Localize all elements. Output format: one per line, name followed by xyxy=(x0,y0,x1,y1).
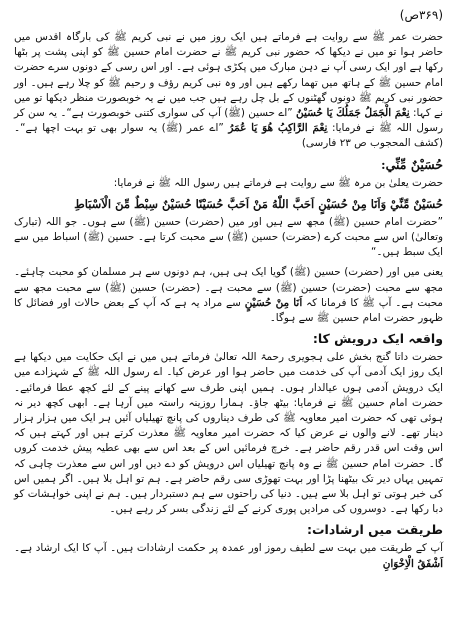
paragraph-text: ”اے حسین (ﷺ) آپ کی سواری کتنی خوبصورت ہے“۔ یہ سن کر رسول اللہ ﷺ نے فرمایا: xyxy=(14,107,443,135)
paragraph-text: یعنی میں اور (حضرت) حسین (ﷺ) گویا ایک ہی ہیں، ہم دونوں سے ہر مسلمان کو محبت چاہئے۔ مجھ سے محبت (حضرت) حسین (ﷺ) سے محبت ہے۔ (حضرت) حسین (ﷺ) سے محبت مجھ سے محبت ہے۔ آپ ﷺ کا فرمانا کہ xyxy=(14,266,443,309)
page-reference: (۳۶۹ص) xyxy=(399,8,443,22)
paragraph-translation: ”حضرت امام حسین (ﷺ) مجھ سے ہیں اور میں (حضرت) حسین (ﷺ) سے ہوں۔ جو اللہ (تبارک وتعالیٰ) اس سے محبت کرے (حضرت) حسین (ﷺ) سے محبت کرتا ہے۔ حسین (ﷺ) اسباط میں سے ایک سبط ہیں۔“ xyxy=(14,215,443,259)
paragraph-text: حضرت عمر ﷺ سے روایت ہے فرماتے ہیں ایک روز میں نے نبی کریم ﷺ کی بارگاہ اقدس میں حاضر ہوا تو میں نے دیکھا کہ حضور نبی کریم ﷺ نے حضرت امام حسین ﷺ کو اپنی پشت پر بٹھا رکھا ہے اور ایک رسی آپ نے دہن مبارک میں پکڑی ہوئی ہے۔ اور اس رسی کے دونوں سرے حضرت امام حسین ﷺ کے ہاتھ میں تھما رکھے ہیں اور وہ نبی کریم رؤف و رحیم ﷺ کو چلا رہے ہیں۔ اور حضور نبی کریم ﷺ دونوں گھٹنوں کے بل چل رہے ہیں جب میں نے یہ خوبصورت منظر دیکھا تو میں نے کہا: xyxy=(14,31,443,120)
paragraph-explanation xyxy=(14,265,443,326)
arabic-hadith: حُسَيْنٌ مِّنِّيْ وَاَنَا مِنْ حُسَيْنٍ اَحَبَّ اللّٰهُ مَنْ اَحَبَّ حُسَيْنًا حُسَيْنٌ سِبْطٌ مِّنَ الْاَسْبَاطِ xyxy=(74,196,443,211)
arabic-quote: اَشْفَقُ الْاِخْوَانِ xyxy=(382,557,443,570)
paragraph-text: سے مراد یہ ہے کہ آپ کے بعض حالات اور فضائل کا ظہور حضرت امام حسین ﷺ سے ہوگا۔ xyxy=(14,296,443,325)
arabic-quote: نِعْمَ الْجَمَلُ جَمَلُكَ يَا حُسَيْنُ xyxy=(296,107,410,120)
section-heading-husain-minni: حُسَيْنٌ مِّنِّي: xyxy=(380,156,443,172)
arabic-quote: اَنَا مِنْ حُسَيْنٍ xyxy=(244,296,303,309)
paragraph-umar-narration xyxy=(14,30,443,152)
paragraph-tariqat xyxy=(14,541,443,571)
section-heading-tariqat: طریقت میں ارشادات: xyxy=(307,522,443,538)
paragraph-yala-narration: حضرت یعلیٰ بن مرہ ﷺ سے روایت ہے فرماتے ہیں رسول اللہ ﷺ نے فرمایا: xyxy=(113,176,443,189)
page-content xyxy=(14,30,443,572)
paragraph-text: آپ کے طریقت میں بہت سے لطیف رموز اور عمدہ پر حکمت ارشادات ہیں۔ آپ کا ایک ارشاد ہے۔ xyxy=(14,542,443,555)
arabic-quote: نِعْمَ الرَّاكِبُ هُوَ يَا عُمَرُ xyxy=(228,122,328,135)
section-heading-darvesh: واقعہ ایک درویش کا: xyxy=(312,331,443,347)
paragraph-darvesh-story: حضرت داتا گنج بخش علی ہجویری رحمۃ اللہ تعالیٰ فرماتے ہیں میں نے ایک حکایت میں دیکھا ہے ایک روز ایک آدمی آپ کی خدمت میں حاضر ہوا اور عرض کیا۔ اے رسول اللہ ﷺ کے شہزادے میں ایک درویش آدمی ہوں عیالدار ہوں۔ ہمیں اپنی طرف سے کھانے پینے کے لئے کچھ عطا فرمائیے۔ حضرت امام حسین ﷺ نے فرمایا: بیٹھ جاؤ۔ ہمارا روزینہ راستہ میں آرہا ہے۔ ابھی کچھ دیر نہ ہوئی تھی کہ حضرت امیر معاویہ ﷺ کی طرف دیناروں کی پانچ تھیلیاں آئیں ہر ایک میں ہزار ہزار دینار تھے۔ لانے والوں نے عرض کیا کہ حضرت امیر معاویہ ﷺ معذرت کرتے ہیں اور کہتے ہیں کہ اس وقت اس قدر رقم حاضر ہے۔ خرچ فرمائیں اس کے بعد اس سے بھی عطیہ پیش خدمت کروں گا۔ حضرت امام حسین ﷺ نے وہ پانچ تھیلیاں اس درویش کو دے دیں اور اس سے معذرت چاہی کہ تمہیں یہاں دیر تک بیٹھنا پڑا اور بہت تھوڑی سی رقم حاضر ہے۔ ہم تو اہل بلا ہیں۔ اگر ہمیں اس کی خبر ہوتی تو اہل بلا سے ہیں۔ دنیا کی راحتوں سے ہم دستبردار ہیں۔ ہم نے اپنی خواہشات کو دبا رکھا ہے۔ دوسروں کی مرادیں پوری کرنے کے لئے زندگی بسر کر رہے ہیں۔ xyxy=(14,351,443,516)
paragraph-text: ”اے عمر (ﷺ) یہ سوار بھی تو بہت اچھا ہے“۔ (کشف المحجوب ص ۲۳ فارسی) xyxy=(14,122,443,150)
